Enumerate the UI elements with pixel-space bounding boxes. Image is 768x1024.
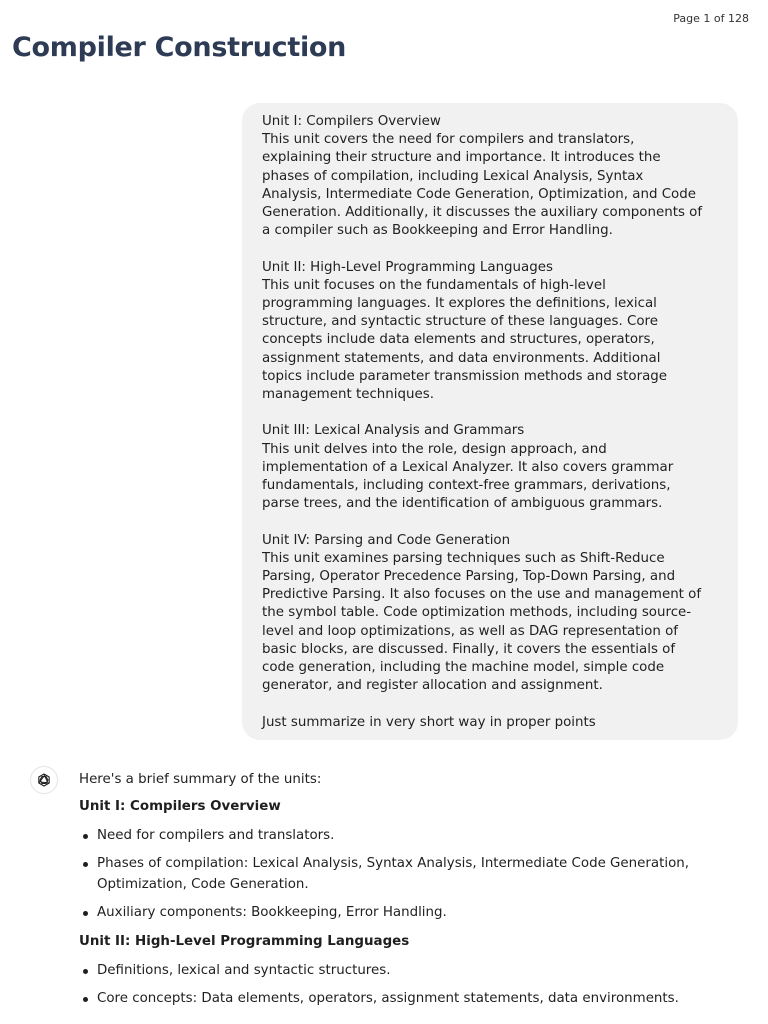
- list-item: Phases of compilation: Lexical Analysis, Syntax Analysis, Intermediate Code Generation, Optimization, Code Generation.: [79, 853, 739, 896]
- user-message-paragraph: Just summarize in very short way in proper points: [262, 714, 596, 730]
- page-number: Page 1 of 128: [673, 12, 749, 25]
- unit-heading: Unit II: High-Level Programming Languages: [79, 934, 410, 949]
- openai-logo-icon: [30, 766, 58, 794]
- user-message-paragraph: Unit II: High-Level Programming Languages This unit focuses on the fundamentals of high-level programming languages. It explores the definitions, lexical structure, and syntactic structure of these languages. Core concepts include data elements and structures, operators, assignment statements, and data environments. Additional topics include parameter transmission methods and storage management techniques.: [262, 259, 668, 403]
- assistant-intro: Here's a brief summary of the units:: [79, 772, 322, 787]
- unit-heading: Unit I: Compilers Overview: [79, 799, 281, 814]
- list-item: Need for compilers and translators.: [79, 825, 739, 847]
- assistant-message: [79, 771, 739, 1019]
- bullet-list: [79, 960, 739, 1009]
- list-item: Core concepts: Data elements, operators, assignment statements, data environments.: [79, 988, 739, 1010]
- user-message-paragraph: Unit III: Lexical Analysis and Grammars This unit delves into the role, design approach, and implementation of a Lexical Analyzer. It also covers grammar fundamentals, including context-free grammars, derivations, parse trees, and the identification of ambiguous grammars.: [262, 423, 674, 512]
- bullet-list: [79, 825, 739, 923]
- list-item: Auxiliary components: Bookkeeping, Error Handling.: [79, 902, 739, 924]
- user-message-bubble: [242, 103, 738, 740]
- user-message-paragraph: Unit IV: Parsing and Code Generation This unit examines parsing techniques such as Shift-Reduce Parsing, Operator Precedence Parsing, Top-Down Parsing, and Predictive Parsing. It also focuses on the use and management of the symbol table. Code optimization methods, including source- level and loop optimizations, as well as DAG representation of basic blocks, are discussed. Finally, it covers the essentials of code generation, including the machine model, simple code generator, and register allocation and assignment.: [262, 532, 702, 694]
- list-item: Definitions, lexical and syntactic structures.: [79, 960, 739, 982]
- document-title: Compiler Construction: [12, 32, 347, 63]
- user-message-paragraph: Unit I: Compilers Overview This unit covers the need for compilers and translators, explaining their structure and importance. It introduces the phases of compilation, including Lexical Analysis, Syntax Analysis, Intermediate Code Generation, Optimization, and Code Generation. Additionally, it discusses the auxiliary components of a compiler such as Bookkeeping and Error Handling.: [262, 114, 703, 239]
